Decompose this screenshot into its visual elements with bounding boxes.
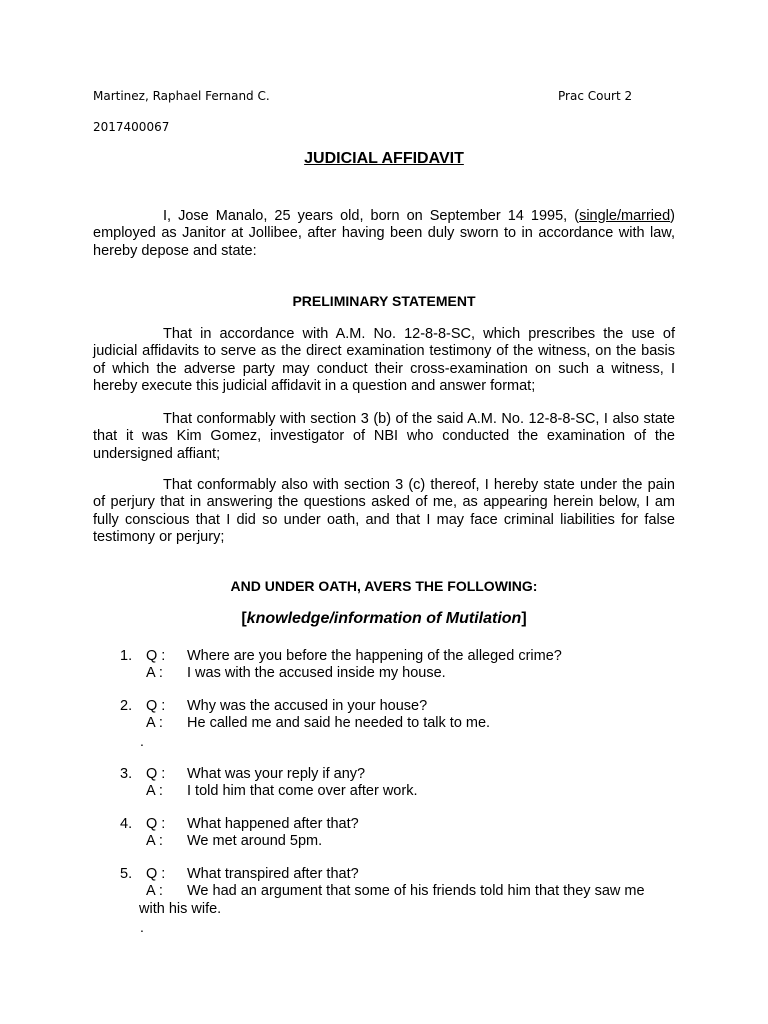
preliminary-heading: PRELIMINARY STATEMENT [292, 293, 476, 309]
qa-number: 5. [120, 866, 133, 882]
question-label: Q : [146, 766, 166, 782]
answer-label: A : [146, 665, 163, 681]
intro-before: I, Jose Manalo, 25 years old, born on September 14 1995, ( [163, 208, 580, 224]
question-text: What happened after that? [187, 816, 359, 832]
intro-after: ) employed as Janitor at Jollibee, after having been duly sworn to in accordance with law, hereby depose and state: [93, 208, 675, 259]
question-text: What was your reply if any? [187, 766, 366, 782]
question-text: What transpired after that? [187, 866, 359, 882]
qa-number: 2. [120, 698, 133, 714]
preliminary-paragraph-1 [93, 326, 675, 395]
answer-label: A : [146, 715, 163, 731]
court-label: Prac Court 2 [558, 89, 633, 103]
preliminary-text-1: That in accordance with A.M. No. 12-8-8-SC, which prescribes the use of judicial affidavits to serve as the direct examination testimony of the witness, on the basis of which the adverse party may conduct their cross-examination on such a witness, I hereby execute this judicial affidavit in a question and answer format; [93, 326, 675, 394]
oath-heading: AND UNDER OATH, AVERS THE FOLLOWING: [230, 578, 538, 594]
preliminary-text-3: That conformably also with section 3 (c) thereof, I hereby state under the pain of perjury that in answering the questions asked of me, as appearing herein below, I am fully conscious that I did so under oath, and that I may face criminal liabilities for false testimony or perjury; [93, 477, 675, 545]
question-label: Q : [146, 648, 166, 664]
civil-status: single/married [579, 208, 671, 224]
trailing-dot: . [140, 733, 144, 749]
preliminary-paragraph-2 [93, 411, 675, 463]
question-label: Q : [146, 698, 166, 714]
answer-text: We had an argument that some of his friends told him that they saw me [187, 883, 645, 899]
question-text: Why was the accused in your house? [187, 698, 428, 714]
question-text: Where are you before the happening of the alleged crime? [187, 648, 562, 664]
answer-label: A : [146, 783, 163, 799]
answer-text: I was with the accused inside my house. [187, 665, 446, 681]
student-id: 2017400067 [93, 120, 170, 134]
answer-text: I told him that come over after work. [187, 783, 418, 799]
trailing-dot: . [140, 919, 144, 935]
answer-text: We met around 5pm. [187, 833, 323, 849]
qa-number: 3. [120, 766, 133, 782]
qa-number: 1. [120, 648, 133, 664]
intro-paragraph [93, 208, 675, 260]
answer-text: He called me and said he needed to talk to me. [187, 715, 491, 731]
answer-label: A : [146, 833, 163, 849]
author-name: Martinez, Raphael Fernand C. [93, 89, 270, 103]
section-label: knowledge/information of Mutilation [246, 610, 522, 627]
section-bracket-close: ] [521, 610, 527, 627]
section-heading [0, 610, 768, 628]
section-bracket-open: [ [241, 610, 247, 627]
question-label: Q : [146, 866, 166, 882]
qa-number: 4. [120, 816, 133, 832]
answer-continuation: with his wife. [139, 901, 222, 917]
preliminary-paragraph-3 [93, 477, 675, 546]
answer-label: A : [146, 883, 163, 899]
document-title: JUDICIAL AFFIDAVIT [304, 150, 464, 167]
preliminary-text-2: That conformably with section 3 (b) of the said A.M. No. 12-8-8-SC, I also state that it was Kim Gomez, investigator of NBI who conducted the examination of the undersigned affiant; [93, 411, 675, 462]
question-label: Q : [146, 816, 166, 832]
